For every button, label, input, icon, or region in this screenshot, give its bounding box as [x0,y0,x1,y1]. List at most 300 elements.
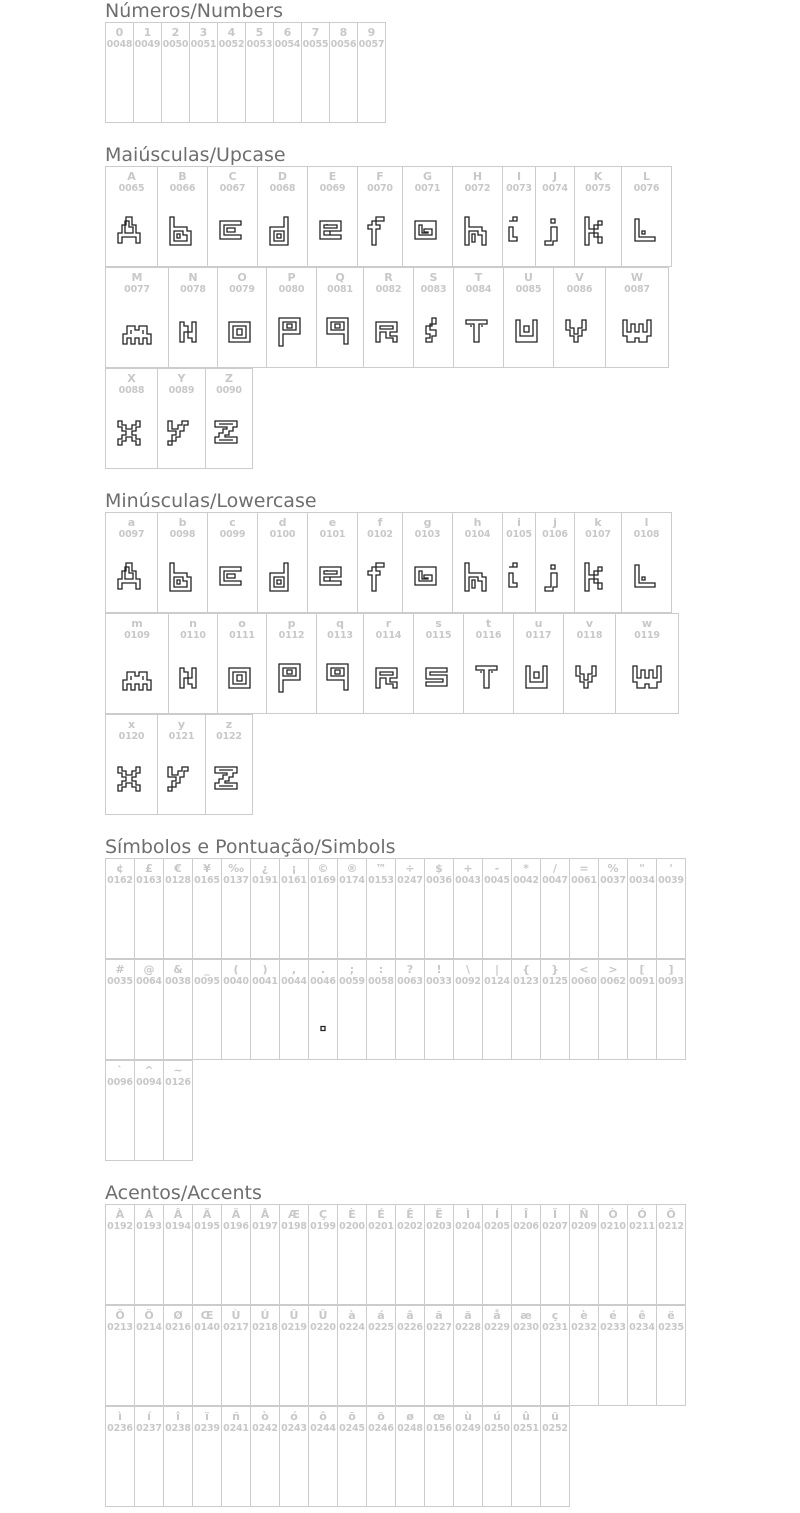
glyph-cell [540,858,570,959]
glyph-cell [279,1204,309,1305]
glyph-code: 0169 [310,875,336,886]
glyph-cell [250,1204,280,1305]
glyph-preview-h [462,561,494,595]
glyph-character: Í [494,1208,500,1221]
glyph-code: 0114 [375,630,402,641]
glyph-character: o [238,617,246,630]
glyph-preview-l [631,561,663,595]
glyph-preview-f [364,561,396,595]
glyph-character: O [237,271,247,284]
glyph-cell [105,1060,135,1161]
glyph-cell [395,1204,425,1305]
glyph-row [105,858,685,959]
glyph-code: 0137 [223,875,249,886]
glyph-character: _ [204,963,210,976]
glyph-preview-k [582,561,614,595]
glyph-code: 0104 [464,529,491,540]
glyph-character: ¿ [261,862,269,875]
glyph-cell [502,512,536,613]
glyph-cell [245,22,274,123]
glyph-cell [402,166,453,267]
glyph-cell [105,368,158,469]
glyph-preview-d [267,215,299,249]
glyph-character: C [228,170,237,183]
glyph-character: ä [464,1309,472,1322]
glyph-character: " [639,862,645,875]
glyph-character: æ [520,1309,532,1322]
glyph-cell [161,22,190,123]
glyph-cell [134,858,164,959]
glyph-code: 0056 [330,39,357,50]
glyph-preview-p [276,316,308,350]
glyph-code: 0249 [455,1423,481,1434]
glyph-code: 0125 [542,976,568,987]
glyph-code: 0094 [136,1077,162,1088]
glyph-cell [482,959,512,1060]
glyph-cell [413,613,464,714]
glyph-cell [627,858,657,959]
glyph-preview-j [539,215,571,249]
glyph-character: * [523,862,529,875]
glyph-character: À [115,1208,125,1221]
glyph-character: { [522,963,530,976]
glyph-code: 0206 [513,1221,539,1232]
glyph-preview-i [503,215,535,249]
glyph-cell [308,1204,338,1305]
glyph-cell [574,166,622,267]
glyph-code: 0111 [229,630,255,641]
glyph-character: I [516,170,522,183]
glyph-character: 1 [143,26,152,39]
glyph-cell [395,1406,425,1507]
period-glyph-preview [321,1026,326,1031]
glyph-preview-b [167,561,199,595]
glyph-character: Û [289,1309,299,1322]
glyph-cell [168,613,218,714]
glyph-preview-w [621,316,653,350]
glyph-cell [337,1305,367,1406]
glyph-cell [279,858,309,959]
glyph-cell [402,512,453,613]
glyph-preview-z [213,417,245,451]
glyph-character: é [609,1309,617,1322]
numbers-section [105,0,385,123]
glyph-cell [605,267,669,368]
glyph-character: å [493,1309,501,1322]
glyph-code: 0048 [106,39,133,50]
glyph-code: 0087 [624,284,650,295]
glyph-character: E [328,170,337,183]
glyph-character: G [422,170,433,183]
glyph-code: 0083 [420,284,447,295]
glyph-cell [598,959,628,1060]
glyph-code: 0217 [223,1322,249,1333]
glyph-code: 0216 [165,1322,191,1333]
glyph-code: 0086 [566,284,593,295]
glyph-character: 8 [339,26,348,39]
glyph-character: Ë [435,1208,443,1221]
glyph-cell [134,1305,164,1406]
glyph-code: 0163 [136,875,162,886]
glyph-cell [105,613,169,714]
glyph-cell [511,1204,541,1305]
glyph-code: 0192 [107,1221,133,1232]
glyph-code: 0122 [216,731,242,742]
glyph-code: 0119 [634,630,660,641]
glyph-code: 0244 [310,1423,336,1434]
glyph-cell [574,512,622,613]
glyph-character: , [291,963,297,976]
glyph-character: c [229,516,236,529]
glyph-cell [482,1406,512,1507]
glyph-cell [424,858,454,959]
glyph-character: à [348,1309,356,1322]
glyph-character: ó [290,1410,298,1423]
glyph-cell [424,959,454,1060]
glyph-character: w [641,617,653,630]
glyph-code: 0082 [375,284,402,295]
glyph-character: [ [639,963,645,976]
glyph-code: 0218 [252,1322,278,1333]
glyph-cell [621,512,672,613]
glyph-cell [307,166,358,267]
glyph-code: 0128 [165,875,191,886]
glyph-code: 0248 [397,1423,423,1434]
glyph-code: 0224 [339,1322,365,1333]
glyph-row [105,613,678,714]
glyph-character: ` [117,1064,123,1077]
glyph-character: ö [377,1410,385,1423]
glyph-character: Y [177,372,186,385]
glyph-cell [279,959,309,1060]
glyph-cell [266,267,317,368]
glyph-code: 0036 [426,875,452,886]
glyph-character: Ì [465,1208,471,1221]
glyph-preview-f [364,215,396,249]
glyph-character: ¥ [203,862,211,875]
glyph-character: ¢ [116,862,124,875]
glyph-character: 4 [227,26,236,39]
glyph-code: 0116 [475,630,502,641]
glyph-code: 0052 [218,39,245,50]
glyph-character: b [178,516,187,529]
glyph-code: 0057 [358,39,385,50]
glyph-character: í [147,1410,151,1423]
glyph-cell [192,1406,222,1507]
glyph-preview-c [217,215,249,249]
glyph-cell [192,1204,222,1305]
glyph-cell [221,959,251,1060]
glyph-character: 7 [311,26,320,39]
glyph-character: 5 [255,26,264,39]
glyph-code: 0124 [484,976,510,987]
glyph-character: D [277,170,288,183]
glyph-code: 0038 [165,976,191,987]
glyph-code: 0212 [658,1221,684,1232]
glyph-cell [250,959,280,1060]
glyph-cell [535,166,575,267]
glyph-cell [540,1204,570,1305]
glyph-character: l [644,516,649,529]
glyph-character: p [287,617,296,630]
glyph-cell [424,1204,454,1305]
glyph-cell [308,1406,338,1507]
glyph-cell [308,1305,338,1406]
glyph-character: É [377,1208,385,1221]
glyph-code: 0198 [281,1221,307,1232]
glyph-preview-s_up [418,316,450,350]
glyph-cell [163,1305,193,1406]
glyph-character: + [463,862,473,875]
glyph-code: 0077 [124,284,150,295]
glyph-cell [482,858,512,959]
glyph-code: 0041 [252,976,278,987]
glyph-cell [105,1305,135,1406]
glyph-character: ; [349,963,355,976]
glyph-character: S [429,271,438,284]
accents-section [105,1182,685,1507]
glyph-code: 0068 [269,183,296,194]
glyph-cell [627,1204,657,1305]
glyph-code: 0091 [629,976,655,987]
glyph-code: 0058 [368,976,394,987]
glyph-cell [205,368,253,469]
glyph-cell [598,1305,628,1406]
glyph-code: 0193 [136,1221,162,1232]
glyph-code: 0074 [542,183,568,194]
glyph-cell [621,166,672,267]
glyph-code: 0123 [513,976,539,987]
glyph-character: Å [260,1208,270,1221]
glyph-cell [308,858,338,959]
glyph-cell [257,166,308,267]
glyph-cell [279,1305,309,1406]
glyph-cell [189,22,218,123]
glyph-cell [366,959,396,1060]
glyph-character: n [189,617,197,630]
glyph-code: 0051 [190,39,217,50]
glyph-character: f [377,516,383,529]
section-title: Números/Numbers [105,0,283,22]
glyph-code: 0070 [367,183,393,194]
glyph-code: 0203 [426,1221,452,1232]
glyph-character: á [377,1309,385,1322]
glyph-code: 0108 [633,529,660,540]
glyph-character: Ê [406,1208,414,1221]
glyph-character: V [575,271,584,284]
glyph-code: 0063 [397,976,423,987]
glyph-character: y [177,718,186,731]
glyph-cell [307,512,358,613]
glyph-code: 0214 [136,1322,162,1333]
glyph-character: ® [346,862,358,875]
glyph-preview-l [631,215,663,249]
glyph-code: 0227 [426,1322,452,1333]
glyph-cell [329,22,358,123]
glyph-cell [157,512,208,613]
glyph-code: 0233 [600,1322,626,1333]
glyph-code: 0121 [168,731,195,742]
glyph-cell [482,1204,512,1305]
glyph-code: 0080 [278,284,305,295]
glyph-code: 0162 [107,875,133,886]
glyph-preview-q [324,662,356,696]
glyph-cell [157,368,206,469]
glyph-code: 0120 [118,731,145,742]
glyph-cell [192,1305,222,1406]
glyph-code: 0055 [302,39,329,50]
glyph-preview-u [513,316,545,350]
glyph-character: m [131,617,143,630]
glyph-cell [453,267,504,368]
glyph-character: Ò [608,1208,618,1221]
glyph-character: Â [173,1208,183,1221]
glyph-code: 0075 [585,183,611,194]
glyph-cell [192,858,222,959]
glyph-code: 0235 [658,1322,684,1333]
glyph-preview-u [523,662,555,696]
glyph-cell [105,1204,135,1305]
glyph-character: @ [143,963,155,976]
glyph-code: 0059 [339,976,365,987]
glyph-cell [413,267,454,368]
glyph-cell [133,22,162,123]
glyph-code: 0046 [310,976,336,987]
glyph-cell [366,1305,396,1406]
glyph-character: $ [435,862,443,875]
glyph-preview-x [116,417,148,451]
glyph-character: B [178,170,187,183]
glyph-code: 0118 [576,630,603,641]
glyph-cell [257,512,308,613]
glyph-code: 0239 [194,1423,220,1434]
glyph-character: t [485,617,492,630]
glyph-cell [205,714,253,815]
glyph-character: - [494,862,500,875]
glyph-code: 0245 [339,1423,365,1434]
glyph-code: 0085 [515,284,542,295]
glyph-cell [452,512,503,613]
glyph-character: 6 [283,26,292,39]
glyph-cell [656,959,686,1060]
glyph-code: 0209 [571,1221,597,1232]
glyph-code: 0220 [310,1322,336,1333]
glyph-code: 0101 [319,529,346,540]
glyph-cell [217,267,267,368]
glyph-cell [453,959,483,1060]
glyph-cell [357,22,386,123]
glyph-code: 0113 [327,630,353,641]
glyph-preview-b [167,215,199,249]
glyph-preview-y [166,417,198,451]
glyph-character: | [494,963,500,976]
glyph-cell [511,858,541,959]
glyph-character: ù [464,1410,472,1423]
glyph-character: ) [262,963,268,976]
glyph-cell [424,1305,454,1406]
glyph-character: ~ [173,1064,183,1077]
glyph-character: ú [493,1410,501,1423]
glyph-code: 0110 [180,630,206,641]
glyph-cell [598,858,628,959]
glyph-character: & [173,963,183,976]
glyph-character: < [579,963,589,976]
glyph-code: 0247 [397,875,423,886]
glyph-preview-a [116,215,148,249]
section-title: Símbolos e Pontuação/Simbols [105,836,396,858]
glyph-cell [157,714,206,815]
glyph-preview-k [582,215,614,249]
glyph-cell [540,959,570,1060]
glyph-cell [366,1204,396,1305]
glyph-preview-t [463,316,495,350]
glyph-character: ò [261,1410,269,1423]
glyph-cell [105,166,158,267]
glyph-cell [337,858,367,959]
glyph-character: î [176,1410,180,1423]
glyph-character: U [524,271,533,284]
glyph-cell [217,22,246,123]
glyph-character: € [174,862,182,875]
glyph-cell [366,1406,396,1507]
glyph-character: 3 [199,26,208,39]
glyph-code: 0047 [542,875,568,886]
glyph-code: 0230 [513,1322,539,1333]
upcase-section [105,144,671,469]
glyph-cell [163,858,193,959]
glyph-cell [463,613,514,714]
glyph-code: 0156 [426,1423,452,1434]
glyph-preview-g [412,561,444,595]
glyph-preview-x [116,763,148,797]
glyph-character: 0 [115,26,124,39]
glyph-code: 0097 [118,529,145,540]
glyph-cell [105,858,135,959]
glyph-code: 0115 [425,630,452,641]
glyph-cell [452,166,503,267]
glyph-cell [105,1406,135,1507]
glyph-character: Ô [666,1208,676,1221]
glyph-cell [395,858,425,959]
glyph-cell [163,1406,193,1507]
glyph-code: 0037 [600,875,626,886]
glyph-character: Õ [115,1309,125,1322]
glyph-character: N [188,271,198,284]
glyph-character: Ç [318,1208,328,1221]
glyph-cell [553,267,606,368]
glyph-code: 0061 [571,875,597,886]
glyph-cell [266,613,317,714]
glyph-character: ê [638,1309,646,1322]
glyph-cell [316,613,364,714]
glyph-cell [513,613,564,714]
glyph-character: Ã [202,1208,212,1221]
glyph-code: 0225 [368,1322,394,1333]
glyph-character: W [630,271,644,284]
glyph-cell [453,1406,483,1507]
glyph-character: a [127,516,136,529]
glyph-cell [134,1406,164,1507]
glyph-code: 0106 [542,529,568,540]
glyph-code: 0205 [484,1221,510,1232]
glyph-cell [357,512,403,613]
glyph-character: ] [668,963,674,976]
glyph-code: 0054 [274,39,301,50]
glyph-character: Ö [144,1309,154,1322]
glyph-code: 0060 [571,976,597,987]
glyph-code: 0229 [484,1322,510,1333]
glyph-character: ç [551,1309,559,1322]
